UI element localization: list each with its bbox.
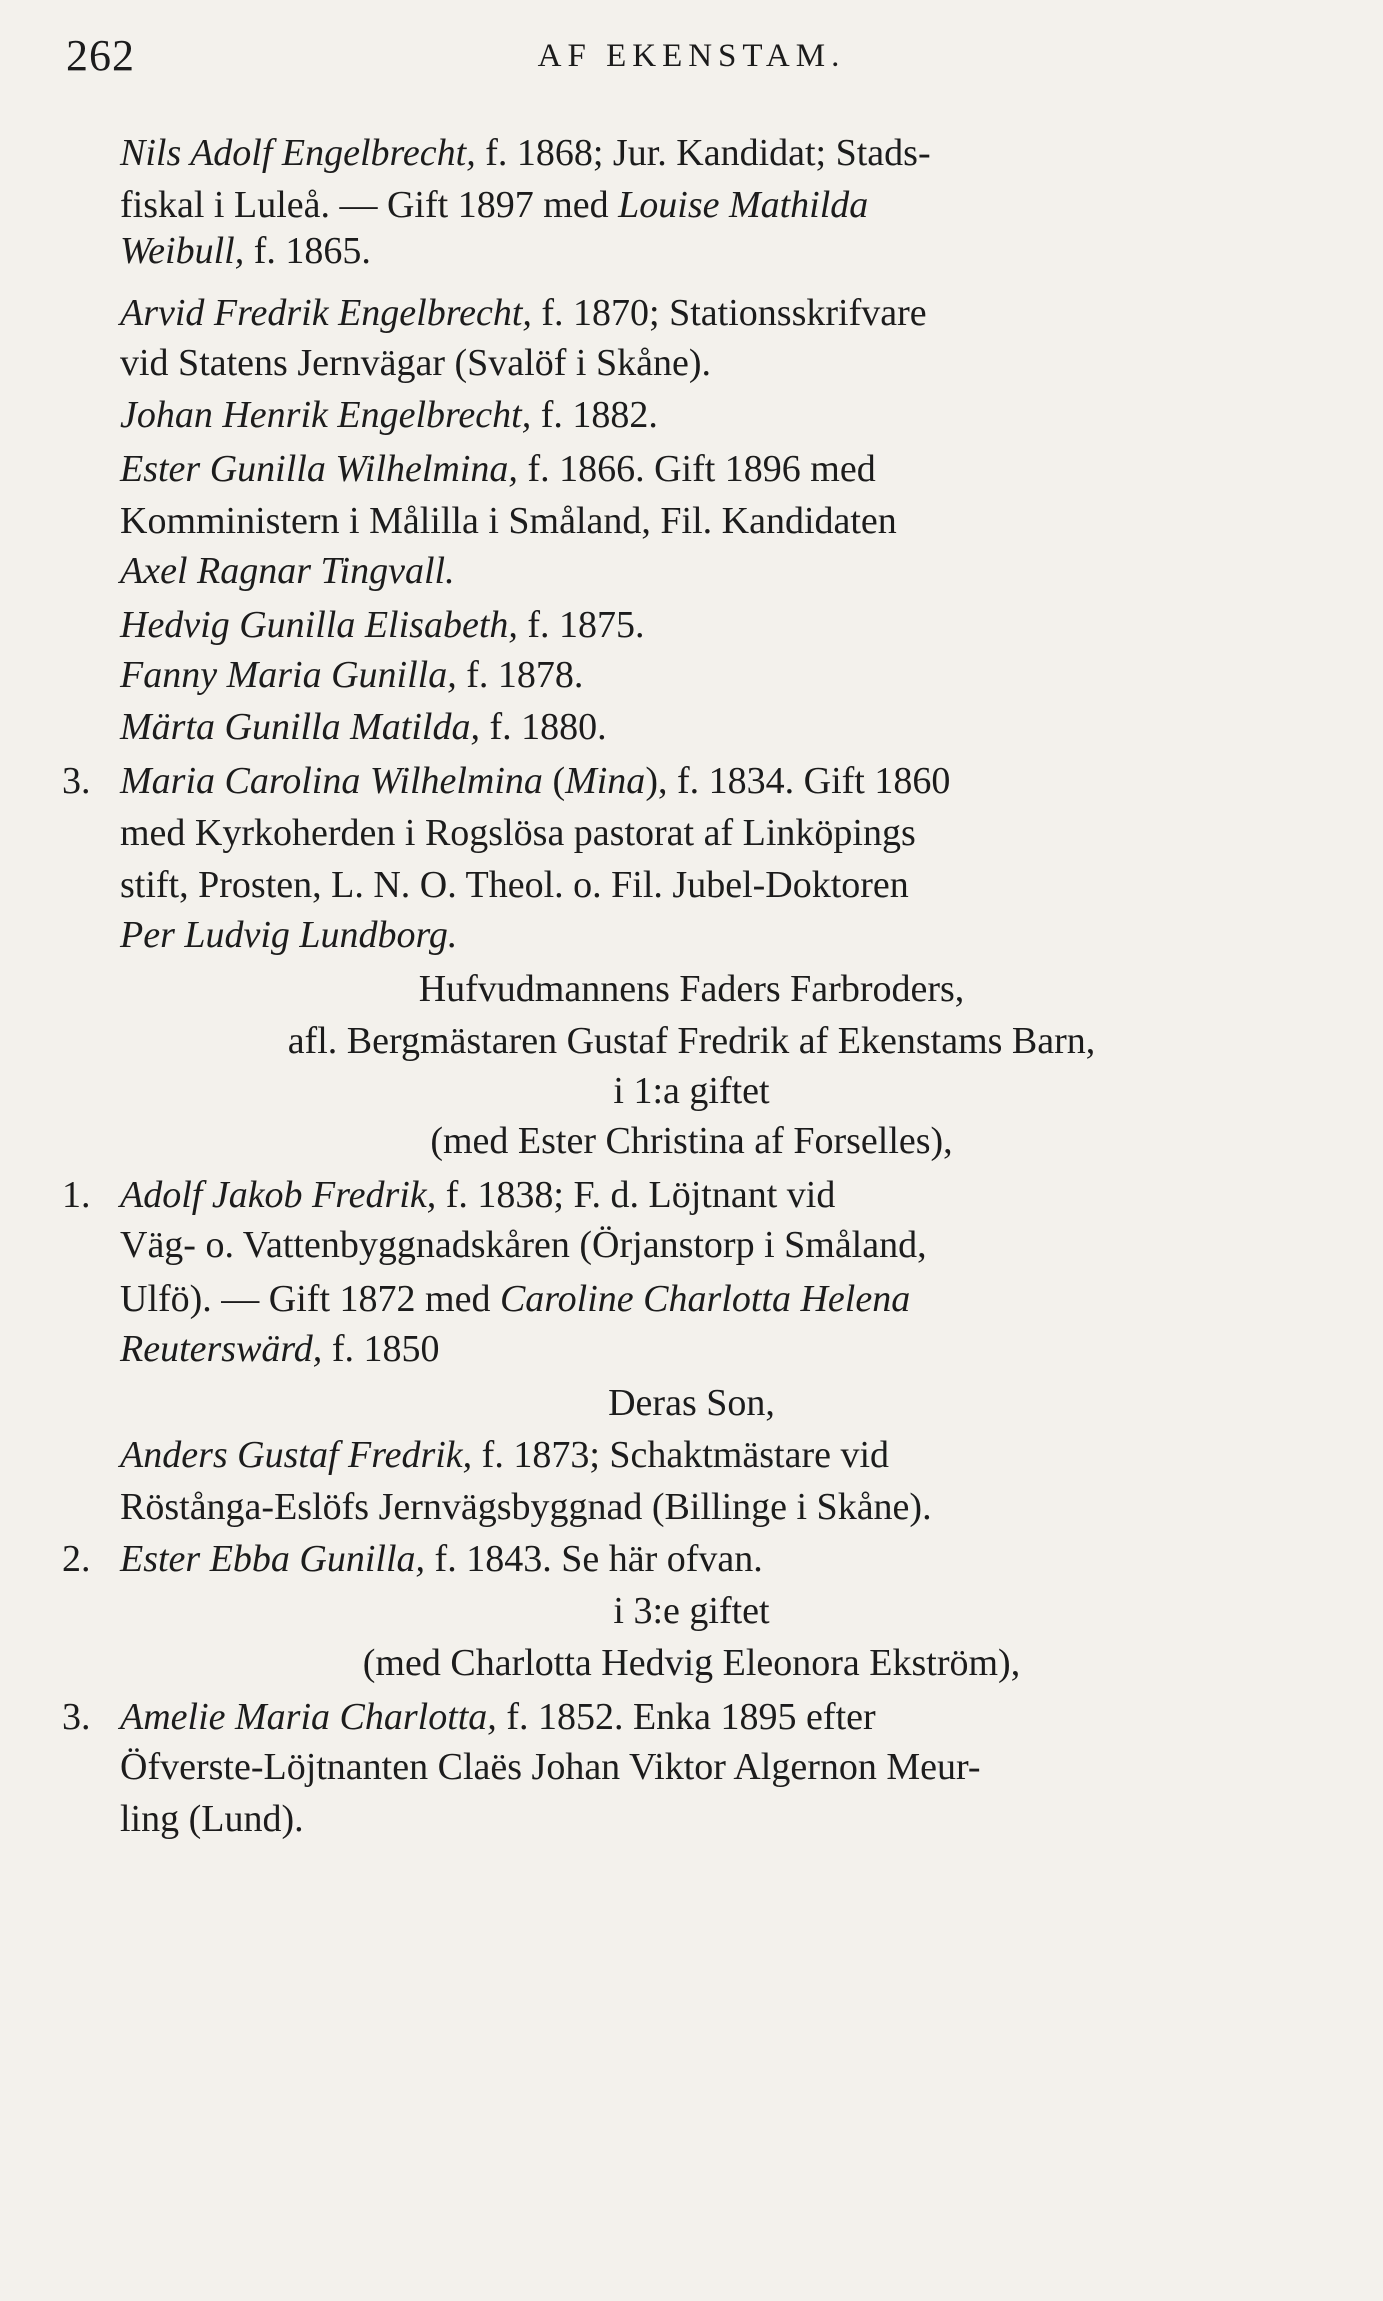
- centered-line: [0, 1018, 1383, 1064]
- text-span: Öfverste-Löjtnanten Claës Johan Viktor Algernon Meur-: [120, 1746, 981, 1788]
- italic-name-span: Louise Mathilda: [618, 184, 869, 226]
- entry-number: 3.: [62, 760, 91, 802]
- text-span: f. 1866. Gift 1896 med: [517, 448, 876, 490]
- text-span: (: [542, 760, 566, 802]
- text-span: f. 1838; F. d. Löjtnant vid: [436, 1174, 836, 1216]
- text-line: [120, 912, 1310, 958]
- italic-name-span: Adolf Jakob Fredrik,: [120, 1174, 437, 1216]
- italic-name-span: Caroline Charlotta Helena: [499, 1278, 911, 1320]
- text-span: Röstånga-Eslöfs Jernvägsbyggnad (Billinge i Skåne).: [120, 1486, 932, 1528]
- text-span: f. 1875.: [517, 604, 645, 646]
- text-line: [120, 1484, 1310, 1530]
- italic-name-span: Hedvig Gunilla Elisabeth,: [120, 604, 518, 646]
- text-line: [120, 602, 1310, 648]
- centered-line: [0, 1588, 1383, 1634]
- text-line: [120, 862, 1310, 908]
- text-span: f. 1880.: [479, 706, 607, 748]
- text-span: f. 1870; Stationsskrifvare: [531, 292, 927, 334]
- text-span: vid Statens Jernvägar (Svalöf i Skåne).: [120, 342, 711, 384]
- italic-name-span: Axel Ragnar Tingvall.: [120, 550, 455, 592]
- entry-number: 2.: [62, 1538, 91, 1580]
- text-span: stift, Prosten, L. N. O. Theol. o. Fil. Jubel-Doktoren: [120, 864, 909, 906]
- italic-name-span: Amelie Maria Charlotta,: [120, 1696, 497, 1738]
- centered-line: [0, 1118, 1383, 1164]
- text-span: med Kyrkoherden i Rogslösa pastorat af Linköpings: [120, 812, 916, 854]
- text-span: Deras Son,: [608, 1382, 775, 1424]
- text-line: [120, 1172, 1310, 1218]
- text-line: [120, 810, 1310, 856]
- text-line: [120, 1222, 1310, 1268]
- text-line: [120, 1536, 1310, 1582]
- text-line: [120, 548, 1310, 594]
- italic-name-span: Anders Gustaf Fredrik,: [120, 1434, 473, 1476]
- text-line: [120, 1276, 1310, 1322]
- centered-line: [0, 966, 1383, 1012]
- italic-name-span: Maria Carolina Wilhelmina: [120, 760, 543, 802]
- italic-name-span: Weibull,: [120, 230, 245, 272]
- italic-name-span: Per Ludvig Lundborg.: [120, 914, 458, 956]
- text-line: [120, 652, 1310, 698]
- text-span: f. 1873; Schaktmästare vid: [472, 1434, 890, 1476]
- text-line: [120, 1796, 1310, 1842]
- text-line: [120, 498, 1310, 544]
- text-span: f. 1865.: [244, 230, 371, 272]
- text-line: [120, 1432, 1310, 1478]
- italic-name-span: Fanny Maria Gunilla,: [120, 654, 457, 696]
- text-span: ), f. 1834. Gift 1860: [645, 760, 951, 802]
- text-span: f. 1868; Jur. Kandidat; Stads-: [475, 132, 931, 174]
- text-span: f. 1850: [322, 1328, 440, 1370]
- text-span: Väg- o. Vattenbyggnadskåren (Örjanstorp i Småland,: [120, 1224, 927, 1266]
- text-span: Ulfö). — Gift 1872 med: [120, 1278, 500, 1320]
- text-line: [120, 1744, 1310, 1790]
- text-line: [120, 290, 1310, 336]
- italic-name-span: Reuterswärd,: [120, 1328, 323, 1370]
- text-line: [120, 392, 1310, 438]
- text-line: [120, 182, 1310, 228]
- italic-name-span: Arvid Fredrik Engelbrecht,: [120, 292, 532, 334]
- text-span: Komministern i Målilla i Småland, Fil. Kandidaten: [120, 500, 897, 542]
- text-line: [120, 228, 1310, 274]
- italic-name-span: Nils Adolf Engelbrecht,: [120, 132, 476, 174]
- italic-name-span: Märta Gunilla Matilda,: [120, 706, 480, 748]
- text-span: Hufvudmannens Faders Farbroders,: [418, 968, 965, 1010]
- text-span: (med Ester Christina af Forselles),: [430, 1120, 953, 1162]
- text-line: [120, 1694, 1310, 1740]
- text-span: i 1:a giftet: [613, 1070, 770, 1112]
- text-span: f. 1852. Enka 1895 efter: [496, 1696, 876, 1738]
- running-title: AF EKENSTAM.: [537, 38, 846, 74]
- page-number: 262: [66, 31, 135, 80]
- italic-name-span: Ester Gunilla Wilhelmina,: [120, 448, 518, 490]
- text-span: f. 1843. Se här ofvan.: [425, 1538, 763, 1580]
- text-line: [120, 704, 1310, 750]
- italic-name-span: Ester Ebba Gunilla,: [120, 1538, 426, 1580]
- centered-line: [0, 1068, 1383, 1114]
- italic-name-span: Mina: [565, 760, 646, 802]
- centered-line: [0, 1380, 1383, 1426]
- text-span: (med Charlotta Hedvig Eleonora Ekström),: [362, 1642, 1021, 1684]
- text-span: fiskal i Luleå. — Gift 1897 med: [120, 184, 619, 226]
- italic-name-span: Johan Henrik Engelbrecht,: [120, 394, 532, 436]
- text-line: [120, 1326, 1310, 1372]
- text-span: i 3:e giftet: [613, 1590, 770, 1632]
- text-line: [120, 130, 1310, 176]
- text-line: [120, 340, 1310, 386]
- text-line: [120, 758, 1310, 804]
- text-span: afl. Bergmästaren Gustaf Fredrik af Ekenstams Barn,: [287, 1020, 1096, 1062]
- centered-line: [0, 1640, 1383, 1686]
- text-span: ling (Lund).: [120, 1798, 304, 1840]
- text-span: f. 1878.: [456, 654, 584, 696]
- entry-number: 3.: [62, 1696, 91, 1738]
- entry-number: 1.: [62, 1174, 91, 1216]
- text-span: f. 1882.: [531, 394, 658, 436]
- text-line: [120, 446, 1310, 492]
